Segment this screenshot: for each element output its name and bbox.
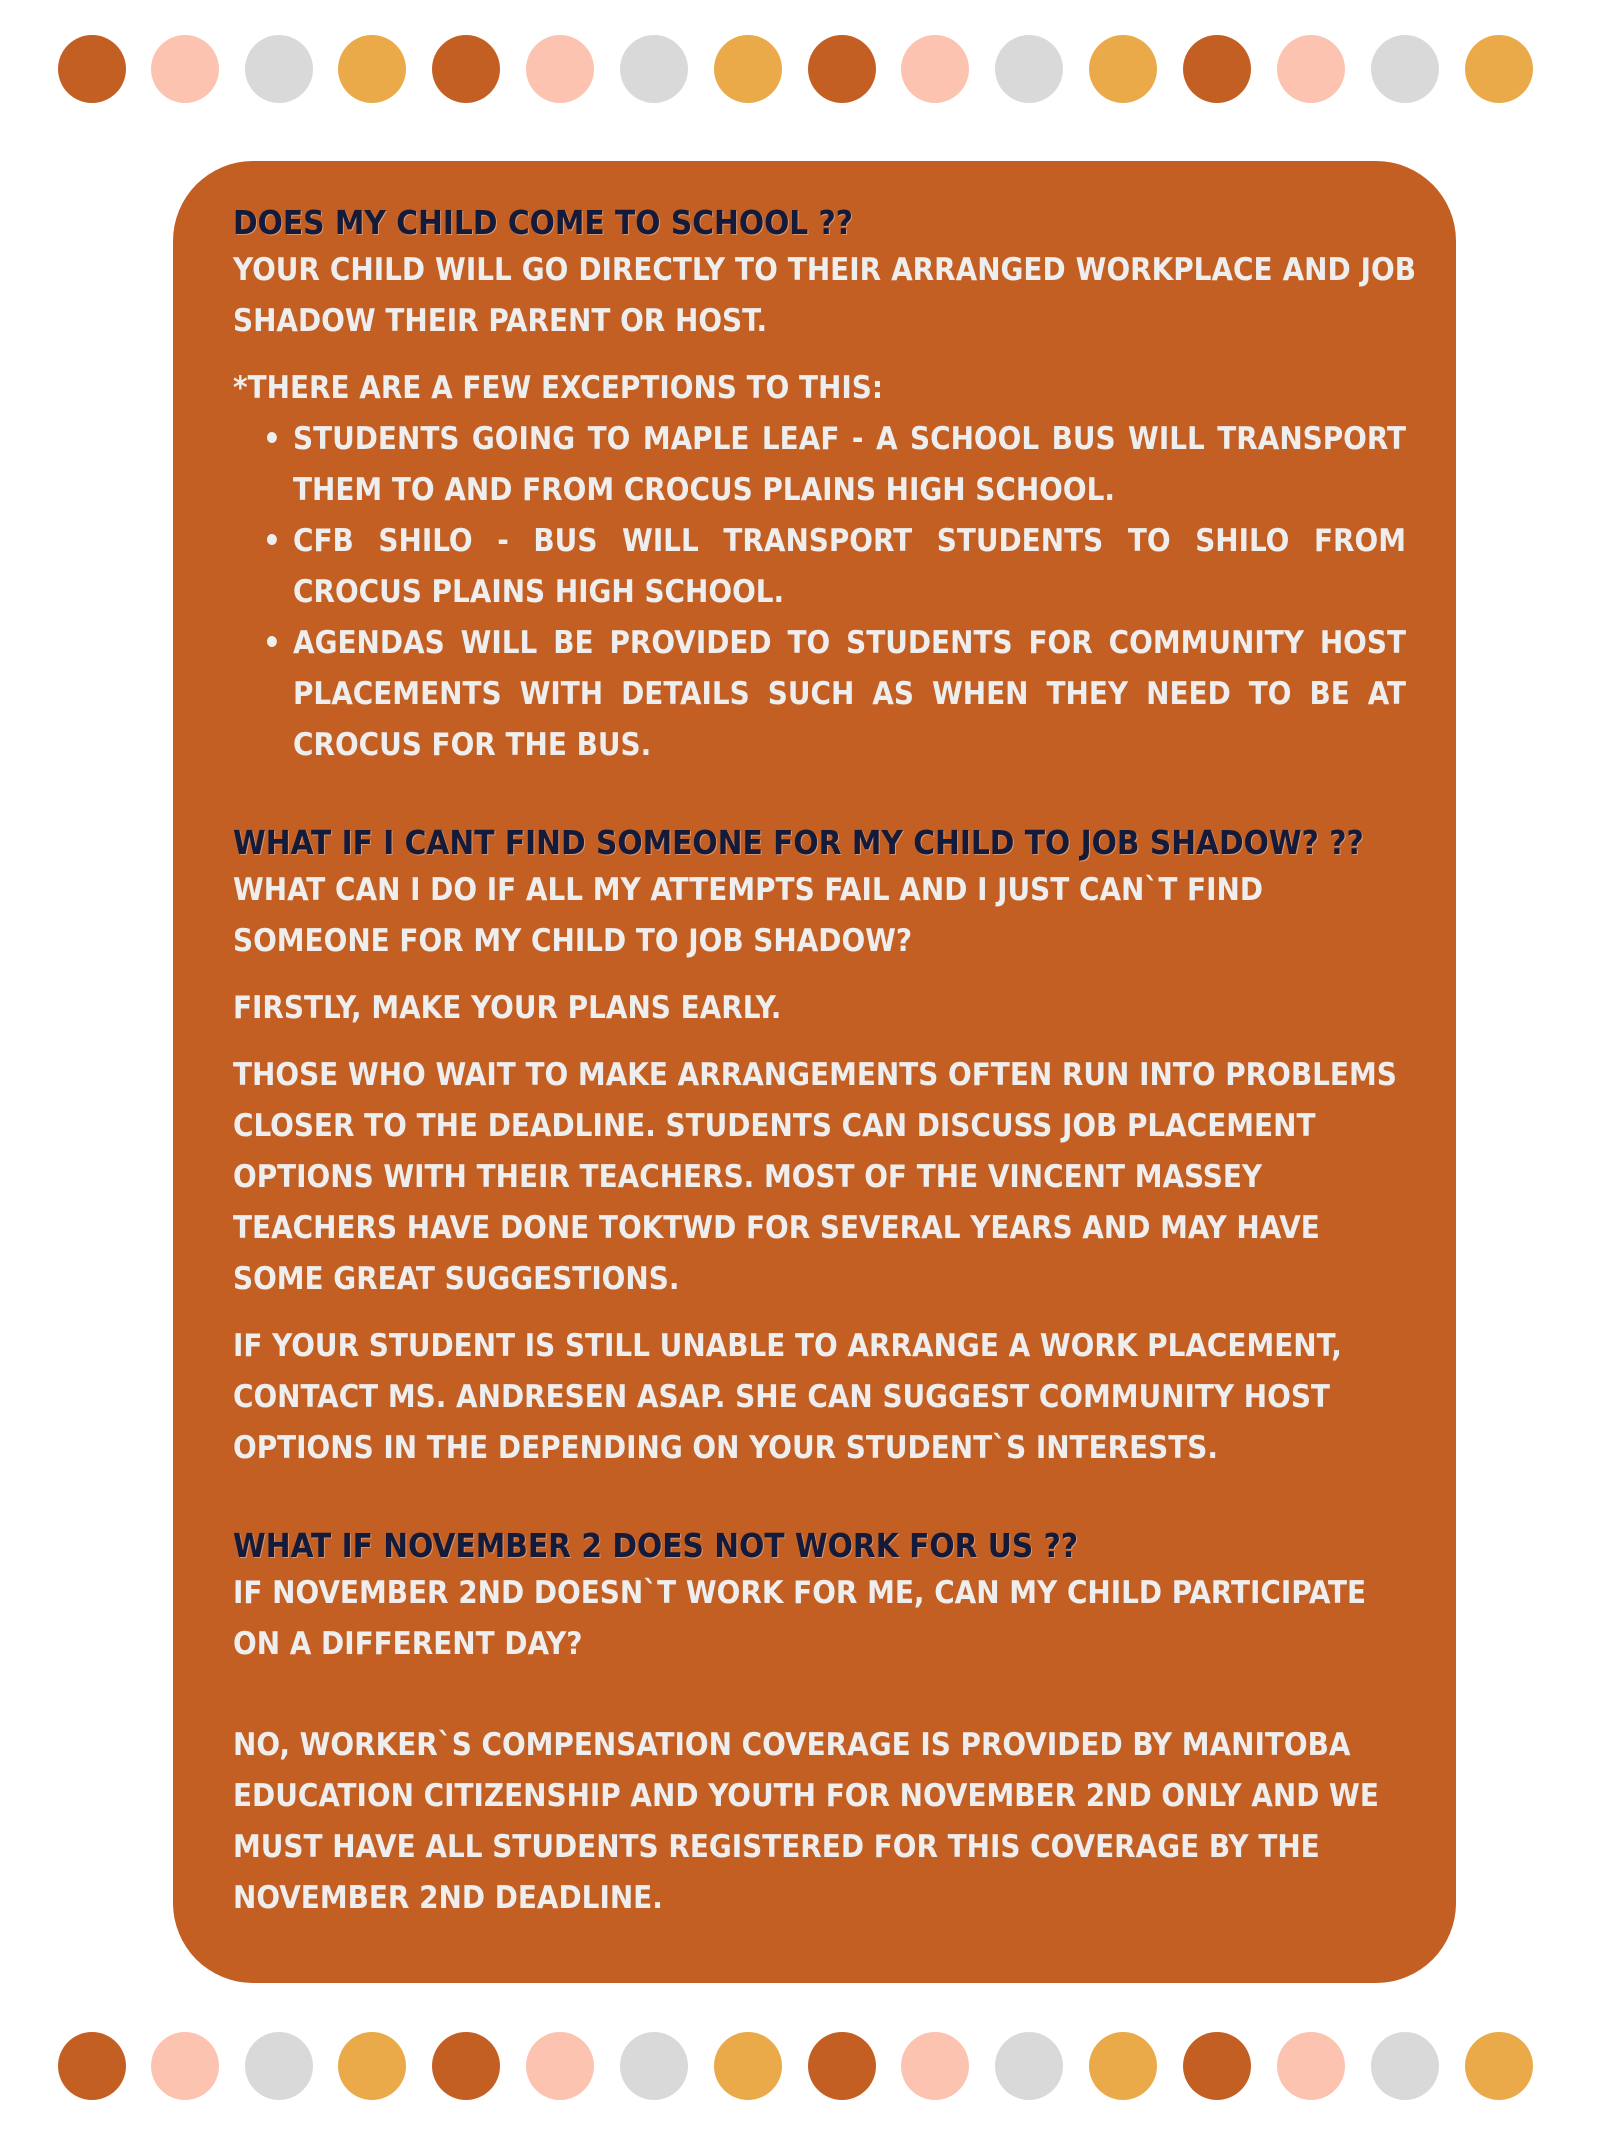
- section-intro: YOUR CHILD WILL GO DIRECTLY TO THEIR ARRANGED WORKPLACE AND JOB SHADOW THEIR PARENT OR HOST.: [233, 252, 1416, 339]
- decor-dot: [338, 35, 406, 103]
- decor-dot: [245, 2032, 313, 2100]
- job-shadow-paragraph-2: THOSE WHO WAIT TO MAKE ARRANGEMENTS OFTEN RUN INTO PROBLEMS CLOSER TO THE DEADLINE. STUDENTS CAN DISCUSS JOB PLACEMENT OPTIONS WITH THEIR TEACHERS. MOST OF THE VINCENT MASSEY TEACHERS HAVE DONE TOKTWD FOR SEVERAL YEARS AND MAY HAVE SOME GREAT SUGGESTIONS.: [233, 1057, 1397, 1297]
- decor-dot: [1371, 35, 1439, 103]
- section-heading-november: WHAT IF NOVEMBER 2 DOES NOT WORK FOR US ??: [233, 1526, 1079, 1565]
- list-item: • AGENDAS WILL BE PROVIDED TO STUDENTS FOR COMMUNITY HOST PLACEMENTS WITH DETAILS SUCH AS WHEN THEY NEED TO BE AT CROCUS FOR THE BUS.: [293, 618, 1416, 771]
- job-shadow-question: WHAT CAN I DO IF ALL MY ATTEMPTS FAIL AND I JUST CAN`T FIND SOMEONE FOR MY CHILD TO JOB SHADOW?: [233, 872, 1263, 959]
- section-heading-job-shadow: WHAT IF I CANT FIND SOMEONE FOR MY CHILD TO JOB SHADOW? ??: [233, 823, 1364, 862]
- decor-dot: [151, 35, 219, 103]
- decor-dot: [1089, 2032, 1157, 2100]
- decor-dot: [620, 35, 688, 103]
- top-dot-border: [0, 35, 1600, 105]
- list-item: • CFB SHILO - BUS WILL TRANSPORT STUDENTS TO SHILO FROM CROCUS PLAINS HIGH SCHOOL.: [293, 516, 1416, 618]
- bottom-dot-border: [0, 2032, 1600, 2102]
- decor-dot: [995, 35, 1063, 103]
- job-shadow-paragraph-1: FIRSTLY, MAKE YOUR PLANS EARLY.: [233, 990, 782, 1026]
- decor-dot: [1277, 2032, 1345, 2100]
- decor-dot: [620, 2032, 688, 2100]
- decor-dot: [1371, 2032, 1439, 2100]
- decor-dot: [338, 2032, 406, 2100]
- november-question: IF NOVEMBER 2ND DOESN`T WORK FOR ME, CAN MY CHILD PARTICIPATE ON A DIFFERENT DAY?: [233, 1575, 1367, 1662]
- decor-dot: [245, 35, 313, 103]
- decor-dot: [1089, 35, 1157, 103]
- decor-dot: [808, 2032, 876, 2100]
- decor-dot: [1183, 2032, 1251, 2100]
- decor-dot: [58, 2032, 126, 2100]
- decor-dot: [432, 2032, 500, 2100]
- decor-dot: [58, 35, 126, 103]
- decor-dot: [808, 35, 876, 103]
- decor-dot: [714, 2032, 782, 2100]
- exceptions-list: [233, 414, 1416, 771]
- decor-dot: [526, 35, 594, 103]
- decor-dot: [432, 35, 500, 103]
- faq-card: [173, 161, 1456, 1983]
- exceptions-intro: *THERE ARE A FEW EXCEPTIONS TO THIS:: [233, 370, 884, 406]
- decor-dot: [1465, 35, 1533, 103]
- decor-dot: [526, 2032, 594, 2100]
- november-answer: NO, WORKER`S COMPENSATION COVERAGE IS PROVIDED BY MANITOBA EDUCATION CITIZENSHIP AND YOUTH FOR NOVEMBER 2ND ONLY AND WE MUST HAVE ALL STUDENTS REGISTERED FOR THIS COVERAGE BY THE NOVEMBER 2ND DEADLINE.: [233, 1727, 1379, 1916]
- decor-dot: [995, 2032, 1063, 2100]
- job-shadow-paragraph-3: IF YOUR STUDENT IS STILL UNABLE TO ARRANGE A WORK PLACEMENT, CONTACT MS. ANDRESEN ASAP. SHE CAN SUGGEST COMMUNITY HOST OPTIONS IN THE DEPENDING ON YOUR STUDENT`S INTERESTS.: [233, 1328, 1342, 1466]
- decor-dot: [901, 2032, 969, 2100]
- decor-dot: [1465, 2032, 1533, 2100]
- decor-dot: [901, 35, 969, 103]
- decor-dot: [714, 35, 782, 103]
- section-heading-come-to-school: DOES MY CHILD COME TO SCHOOL ??: [233, 203, 854, 242]
- decor-dot: [151, 2032, 219, 2100]
- list-item: • STUDENTS GOING TO MAPLE LEAF - A SCHOOL BUS WILL TRANSPORT THEM TO AND FROM CROCUS PLAINS HIGH SCHOOL.: [293, 414, 1416, 516]
- decor-dot: [1277, 35, 1345, 103]
- decor-dot: [1183, 35, 1251, 103]
